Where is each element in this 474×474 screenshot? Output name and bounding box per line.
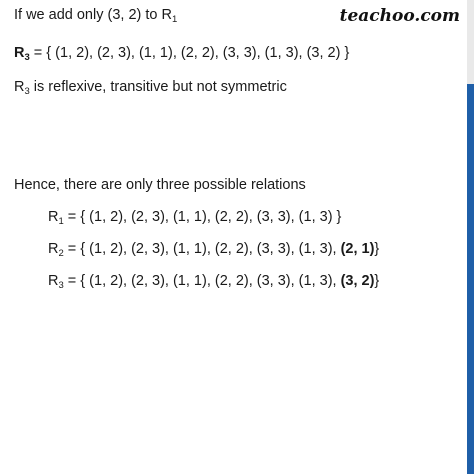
teachoo-logo[interactable]: teachoo.com: [339, 6, 460, 26]
r3-label: $R_3$: [14, 45, 30, 63]
r3-props-subscript: 3: [24, 86, 30, 97]
relation-r1: $R_1$ = { (1, 2), (2, 3), (1, 1), (2, 2), (3, 3), (1, 3) }: [48, 209, 342, 227]
conclusion-line: [14, 176, 306, 194]
intro-line: [14, 6, 177, 24]
r3-properties-line: [14, 78, 287, 96]
conclusion-text: Hence, there are only three possible relations: [14, 177, 306, 193]
r3-added-pair: (3, 2): [340, 273, 375, 289]
intro-text: If we add only (3, 2) to R: [14, 7, 172, 23]
intro-subscript: 1: [171, 14, 178, 25]
relation-r2: $R_2$ = { (1, 2), (2, 3), (1, 1), (2, 2), (3, 3), (1, 3), (2, 1)}: [48, 241, 380, 259]
r3-definition-line: [14, 44, 349, 62]
r3-set: = { (1, 2), (2, 3), (1, 1), (2, 2), (3, 3), (1, 3), (3, 2) }: [29, 45, 350, 61]
r2-added-pair: (2, 1): [340, 241, 375, 257]
relation-r3: $R_3$ = { (1, 2), (2, 3), (1, 1), (2, 2), (3, 3), (1, 3), (3, 2)}: [48, 273, 380, 291]
r3-props-label: R: [14, 79, 25, 95]
scrollbar-thumb[interactable]: [467, 84, 474, 474]
r3-props-text: is reflexive, transitive but not symmetric: [29, 79, 287, 95]
vertical-scrollbar[interactable]: [467, 0, 474, 474]
